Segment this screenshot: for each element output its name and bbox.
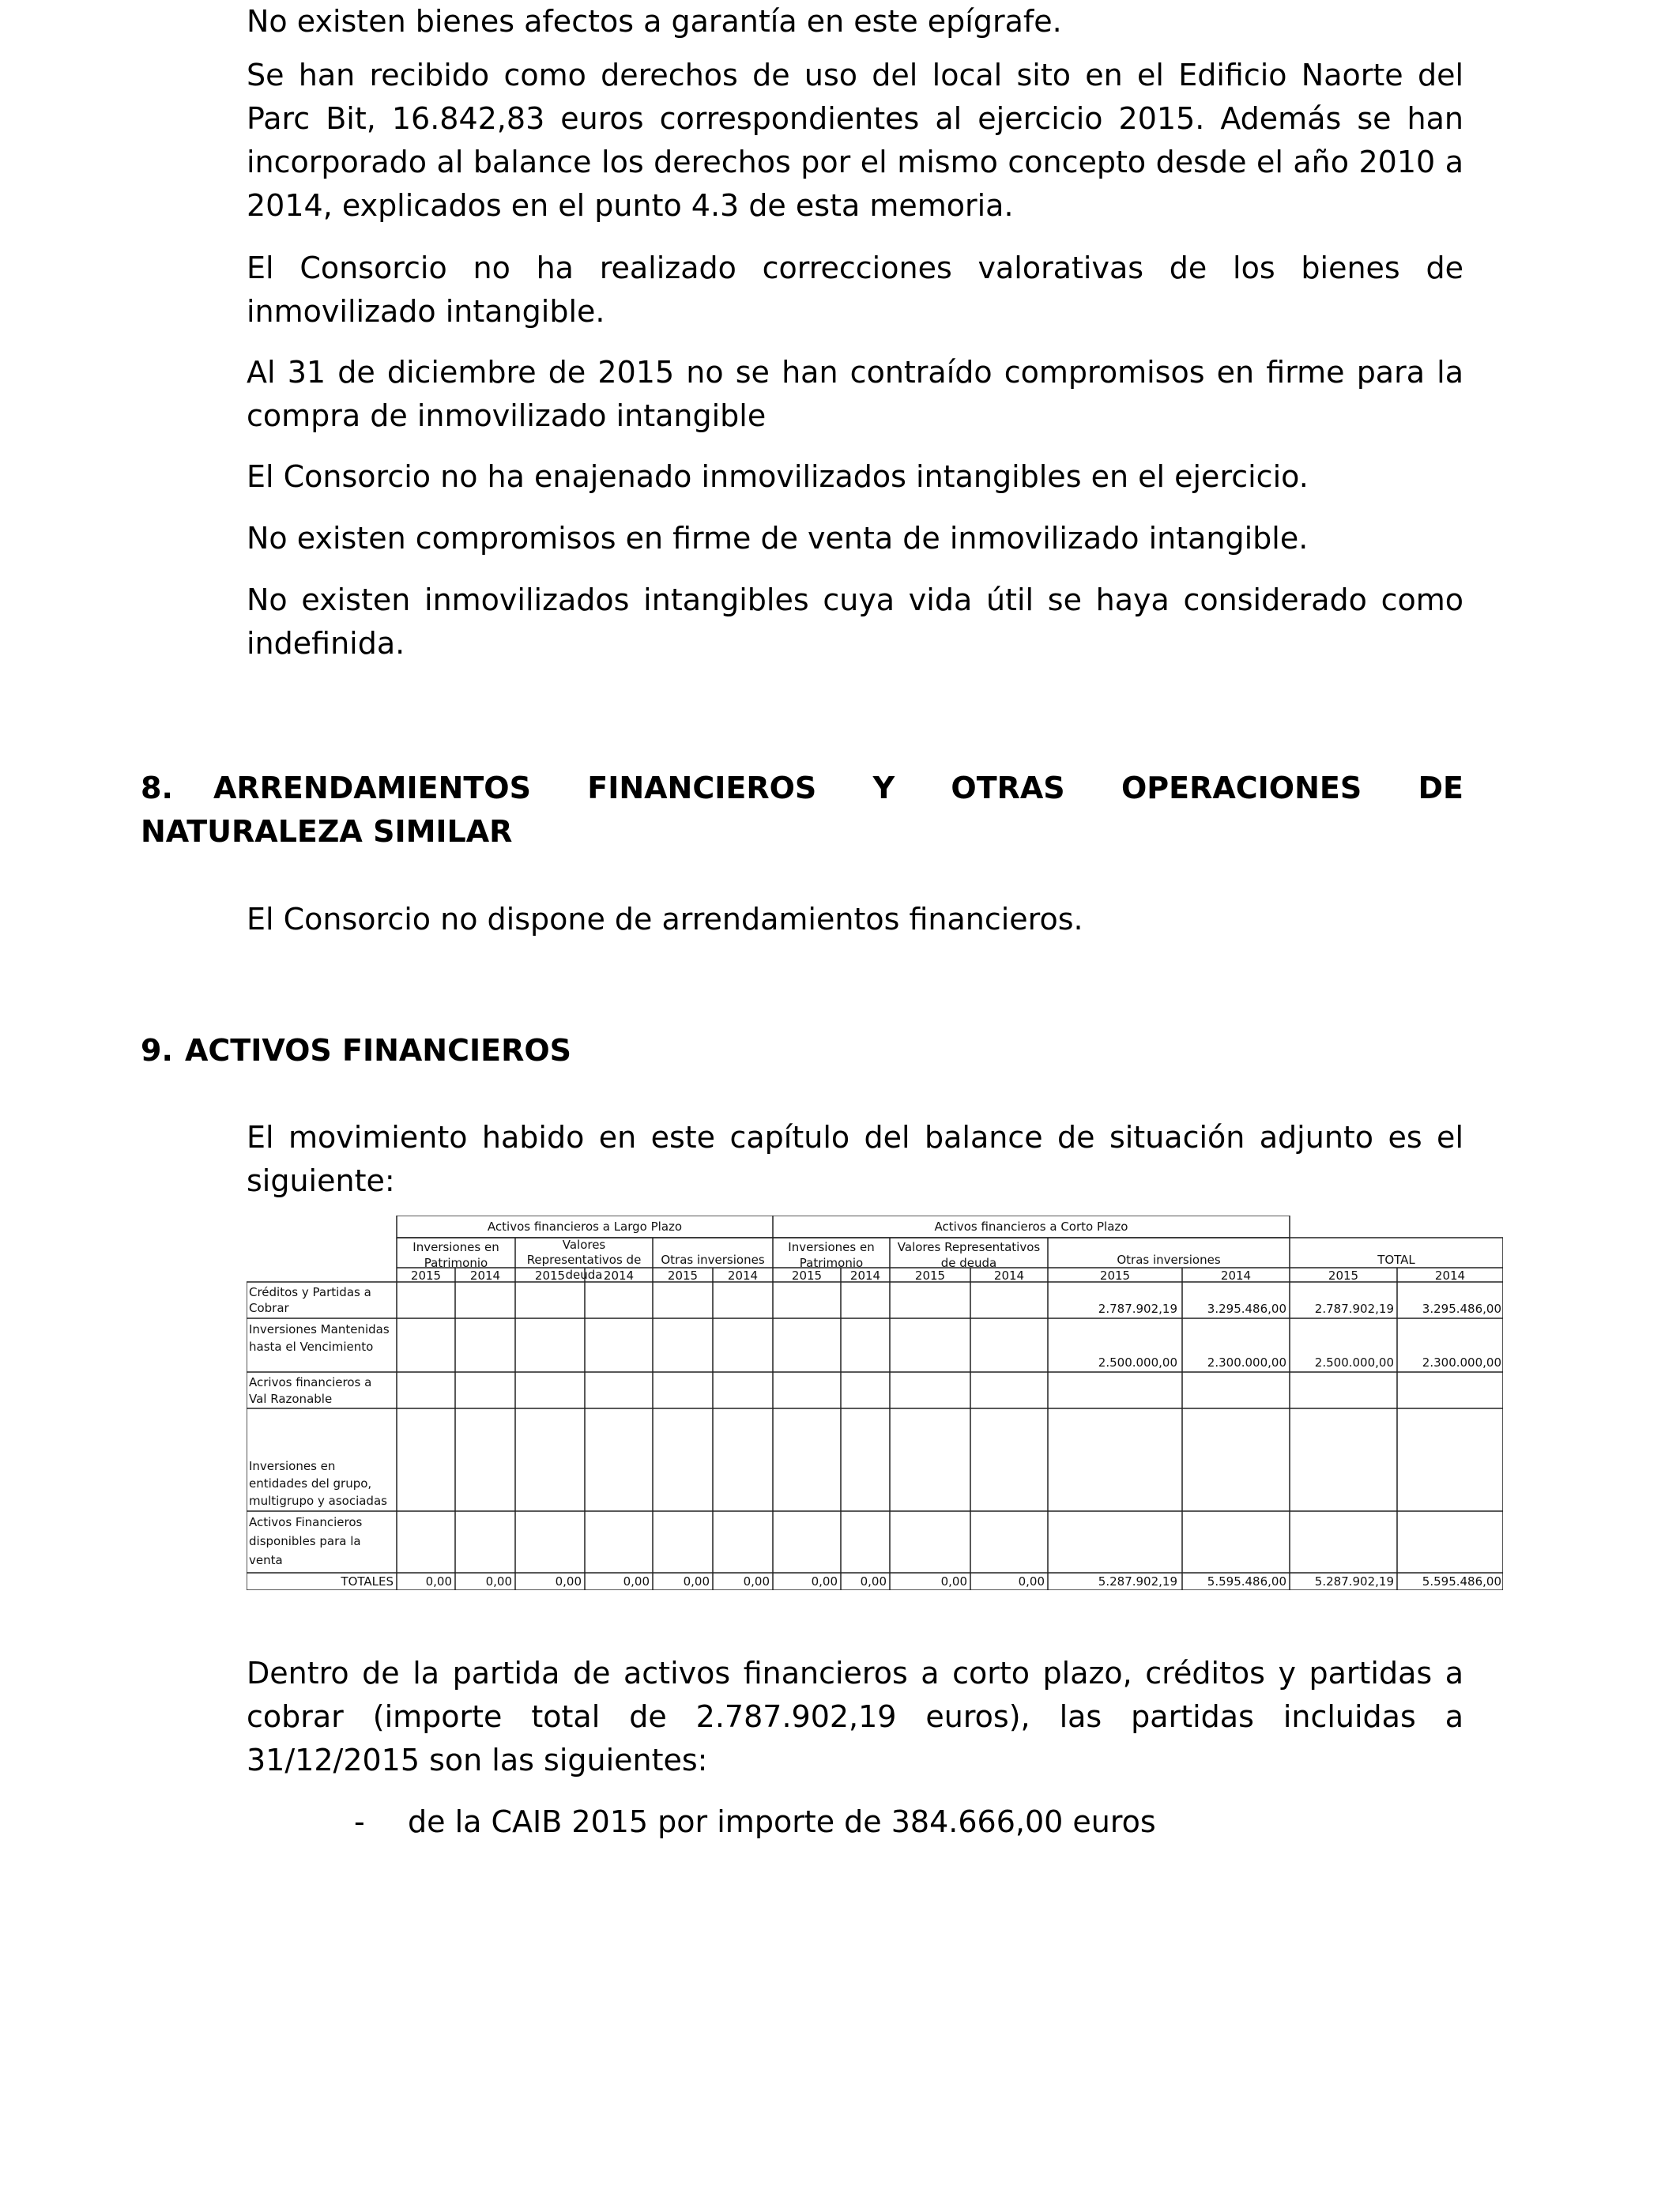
section-9-intro: El movimiento habido en este capítulo del balance de situación adjunto es el siguiente:: [247, 1120, 1463, 1198]
paragraph-derechos-uso: Se han recibido como derechos de uso del local sito en el Edificio Naorte del Parc Bit, 16.842,83 euros correspondientes al ejercicio 2015. Además se han incorporado al balance los derechos por el mismo concepto desde el año 2010 a 2014, explicados en el punto 4.3 de esta memoria.: [247, 58, 1463, 223]
row-label-entidades-grupo: Inversiones en entidades del grupo, multigrupo y asociadas: [249, 1459, 387, 1508]
total-cell: 0,00: [811, 1574, 838, 1589]
total-cell: 5.595.486,00: [1422, 1574, 1501, 1589]
value-cell: 2.300.000,00: [1422, 1355, 1501, 1370]
year-header: 2015: [914, 1269, 946, 1283]
year-header: 2014: [993, 1269, 1025, 1283]
value-cell: 2.500.000,00: [1098, 1355, 1177, 1370]
row-label-mantenidas: Inversiones Mantenidas hasta el Vencimiento: [249, 1322, 390, 1354]
subheader-lp-patrimonio: Inversiones en Patrimonio: [412, 1240, 499, 1270]
paragraph-no-bienes-afectos: No existen bienes afectos a garantía en este epígrafe.: [247, 4, 1062, 39]
section-8-heading: [141, 767, 1463, 854]
paragraph-compromisos-compra: Al 31 de diciembre de 2015 no se han contraído compromisos en firme para la compra de inmovilizado intangible: [247, 355, 1463, 433]
bullet-dash: -: [354, 1804, 365, 1839]
row-label-disponibles-venta: Activos Financieros disponibles para la venta: [249, 1515, 363, 1567]
year-header: 2014: [1434, 1269, 1466, 1283]
year-header: 2015: [1328, 1269, 1359, 1283]
value-cell: 2.500.000,00: [1314, 1355, 1394, 1370]
paragraph-correcciones-valorativas: El Consorcio no ha realizado correcciones valorativas de los bienes de inmovilizado intangible.: [247, 251, 1463, 329]
total-cell: 0,00: [555, 1574, 582, 1589]
year-header: 2015: [791, 1269, 823, 1283]
subheader-total: TOTAL: [1377, 1253, 1415, 1267]
section-9-heading: [141, 1029, 1463, 1072]
total-cell: 0,00: [1018, 1574, 1045, 1589]
bullet-text: de la CAIB 2015 por importe de 384.666,00 euros: [408, 1804, 1156, 1839]
total-cell: 0,00: [743, 1574, 770, 1589]
section-8-body: El Consorcio no dispone de arrendamientos financieros.: [247, 902, 1083, 937]
total-cell: 5.287.902,19: [1098, 1574, 1177, 1589]
total-cell: 0,00: [683, 1574, 710, 1589]
group-header-largo-plazo: Activos financieros a Largo Plazo: [487, 1220, 683, 1234]
section-8-title: ARRENDAMIENTOS FINANCIEROS Y OTRAS OPERACIONES DE NATURALEZA SIMILAR: [141, 771, 1463, 849]
paragraph-vida-util: No existen inmovilizados intangibles cuya vida útil se haya considerado como indefinida.: [247, 582, 1463, 661]
year-header: 2015: [534, 1269, 566, 1283]
value-cell: 3.295.486,00: [1422, 1302, 1501, 1316]
year-header: 2015: [667, 1269, 699, 1283]
year-header: 2014: [1220, 1269, 1252, 1283]
total-cell: 0,00: [485, 1574, 512, 1589]
section-9-title: ACTIVOS FINANCIEROS: [185, 1033, 572, 1068]
value-cell: 2.787.902,19: [1098, 1302, 1177, 1316]
group-header-corto-plazo: Activos financieros a Corto Plazo: [934, 1220, 1128, 1234]
total-cell: 0,00: [623, 1574, 650, 1589]
subheader-lp-valores: Valores Representativos de deuda: [526, 1238, 642, 1282]
row-label-creditos: Créditos y Partidas a Cobrar: [249, 1285, 371, 1315]
total-cell: 0,00: [940, 1574, 967, 1589]
paragraph-compromisos-venta: No existen compromisos en firme de venta de inmovilizado intangible.: [247, 521, 1309, 556]
value-cell: 2.787.902,19: [1314, 1302, 1394, 1316]
year-header: 2015: [1099, 1269, 1131, 1283]
total-cell: 0,00: [425, 1574, 452, 1589]
subheader-cp-otras: Otras inversiones: [1117, 1253, 1221, 1267]
paragraph-creditos-detalle: Dentro de la partida de activos financieros a corto plazo, créditos y partidas a cobrar (importe total de 2.787.902,19 euros), las partidas incluidas a 31/12/2015 son las siguientes:: [247, 1656, 1463, 1777]
financial-assets-table: [247, 1216, 1503, 1590]
totals-label: TOTALES: [341, 1574, 394, 1589]
year-header: 2014: [727, 1269, 759, 1283]
year-header: 2014: [469, 1269, 501, 1283]
subheader-lp-otras: Otras inversiones: [661, 1253, 765, 1267]
total-cell: 5.287.902,19: [1314, 1574, 1394, 1589]
value-cell: 2.300.000,00: [1207, 1355, 1286, 1370]
subheader-cp-patrimonio: Inversiones en Patrimonio: [788, 1240, 875, 1270]
section-9-number: 9.: [141, 1033, 173, 1068]
year-header: 2014: [849, 1269, 881, 1283]
value-cell: 3.295.486,00: [1207, 1302, 1286, 1316]
total-cell: 5.595.486,00: [1207, 1574, 1286, 1589]
total-cell: 0,00: [860, 1574, 887, 1589]
year-header: 2015: [410, 1269, 442, 1283]
year-header: 2014: [603, 1269, 635, 1283]
subheader-cp-valores: Valores Representativos de deuda: [897, 1240, 1041, 1270]
paragraph-enajenado: El Consorcio no ha enajenado inmovilizados intangibles en el ejercicio.: [247, 459, 1309, 494]
section-8-number: 8.: [141, 771, 173, 805]
row-label-val-razonable: Acrivos financieros a Val Razonable: [249, 1375, 372, 1406]
bullet-item-caib: [354, 1800, 1156, 1844]
